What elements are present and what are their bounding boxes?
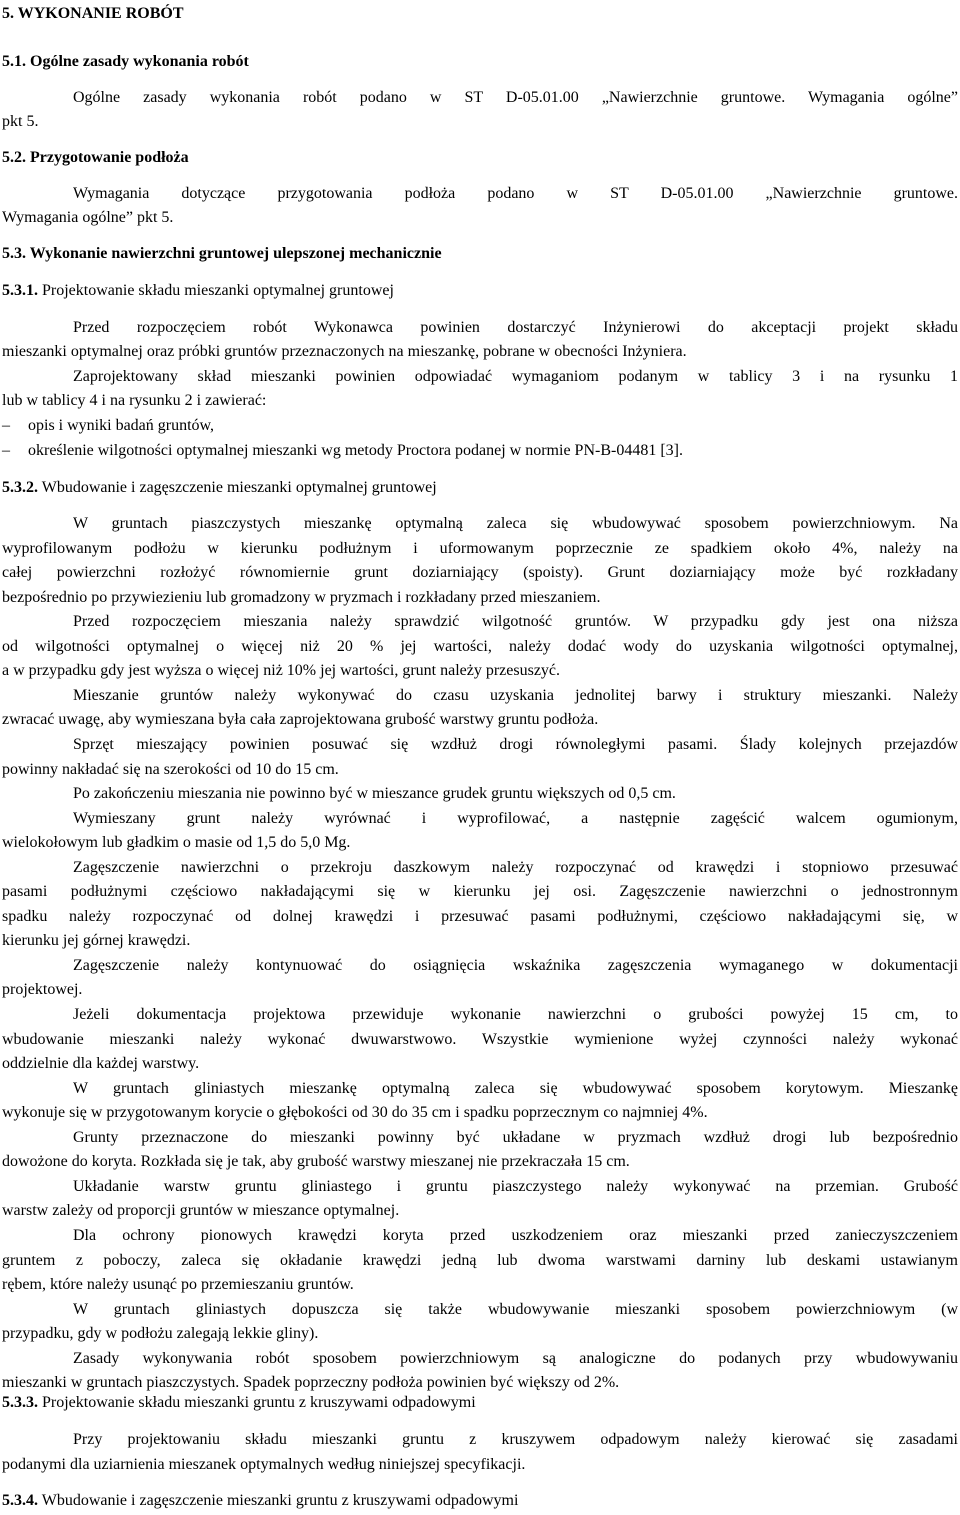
section-title-5-3-3: Projektowanie składu mieszanki gruntu z kruszywami odpadowymi [38, 1394, 476, 1411]
paragraph-5-3-2-line: gruntem z poboczy, zaleca się okładanie krawędzi jedną lub dwoma warstwami darniny lub deskami ustawianym [2, 1252, 958, 1269]
paragraph-5-3-2-line: całej powierzchni rozłożyć równomiernie grunt doziarniający (spoisty). Grunt doziarniający może być rozkładany [2, 564, 958, 581]
paragraph-5-3-2-line: oddzielnie dla każdej warstwy. [2, 1055, 200, 1072]
paragraph-5-3-1-a-line-2: mieszanki optymalnej oraz próbki gruntów przeznaczonych na mieszankę, pobrane w obecności Inżyniera. [2, 343, 687, 360]
paragraph-5-2-line-2: Wymagania ogólne” pkt 5. [2, 209, 174, 226]
paragraph-5-1-line-1: Ogólne zasady wykonania robót podano w ST D-05.01.00 „Nawierzchnie gruntowe. Wymagania ogólne” [73, 89, 958, 106]
paragraph-5-3-2-line: Sprzęt mieszający powinien posuwać się wzdłuż drogi równoległymi pasami. Ślady kolejnych przejazdów [73, 736, 958, 753]
paragraph-5-3-1-a-line-1: Przed rozpoczęciem robót Wykonawca powinien dostarczyć Inżynierowi do akceptacji projekt składu [73, 319, 958, 336]
paragraph-5-3-2-line: wyprofilowanym podłożu w kierunku podłużnym i uformowanym poprzecznie ze spadkiem około 4%, należy na [2, 540, 958, 557]
paragraph-5-3-2-line: W gruntach gliniastych dopuszcza się także wbudowywanie mieszanki sposobem powierzchniowym (w [73, 1301, 958, 1318]
paragraph-5-1-line-2: pkt 5. [2, 113, 39, 130]
section-heading-5-3-2 [2, 478, 437, 498]
paragraph-5-3-2-line: Dla ochrony pionowych krawędzi koryta przed uszkodzeniem oraz mieszanki przed zanieczyszczeniem [73, 1227, 958, 1244]
list-item-text: określenie wilgotności optymalnej mieszanki wg metody Proctora podanej w normie PN-B-04481 [3]. [28, 442, 683, 459]
paragraph-5-3-2-line: dowożone do koryta. Rozkłada się je tak, aby grubość warstwy mieszanej nie przekraczała 15 cm. [2, 1153, 630, 1170]
dash-bullet-icon: – [2, 417, 10, 434]
paragraph-5-3-2-line: Jeżeli dokumentacja projektowa przewiduje wykonanie nawierzchni o grubości powyżej 15 cm, to [73, 1006, 958, 1023]
paragraph-5-3-1-b-line-2: lub w tablicy 4 i na rysunku 2 i zawierać: [2, 392, 267, 409]
section-heading-5-3: 5.3. Wykonanie nawierzchni gruntowej ulepszonej mechanicznie [2, 245, 442, 262]
section-heading-5-3-3 [2, 1393, 476, 1413]
paragraph-5-3-2-line: od wilgotności optymalnej o więcej niż 20 % jej wartości, należy dodać wody do uzyskania wilgotności optymalnej, [2, 638, 958, 655]
section-number-5-3-1: 5.3.1. [2, 282, 38, 299]
paragraph-5-3-2-line: W gruntach gliniastych mieszankę optymalną zaleca się wbudowywać sposobem korytowym. Mieszankę [73, 1080, 958, 1097]
section-title-5-3-4: Wbudowanie i zagęszczenie mieszanki gruntu z kruszywami odpadowymi [38, 1492, 519, 1509]
paragraph-5-3-2-line: wbudowanie mieszanki należy wykonać dwuwarstwowo. Wszystkie wymienione wyżej czynności należy wykonać [2, 1031, 958, 1048]
paragraph-5-3-2-line: Mieszanie gruntów należy wykonywać do czasu uzyskania jednolitej barwy i struktury mieszanki. Należy [73, 687, 958, 704]
paragraph-5-3-2-line: Grunty przeznaczone do mieszanki powinny być układane w pryzmach wzdłuż drogi lub bezpośrednio [73, 1129, 958, 1146]
paragraph-5-3-2-line: przypadku, gdy w podłożu zalegają lekkie gliny). [2, 1325, 319, 1342]
paragraph-5-3-3-line-1: Przy projektowaniu składu mieszanki gruntu z kruszywem odpadowym należy kierować się zasadami [73, 1431, 958, 1448]
paragraph-5-3-2-line: Zagęszczenie należy kontynuować do osiągnięcia wskaźnika zagęszczenia wymaganego w dokumentacji [73, 957, 958, 974]
paragraph-5-3-2-line: mieszanki w gruntach piaszczystych. Spadek poprzeczny podłoża powinien być większy od 2%. [2, 1374, 620, 1391]
paragraph-5-3-2-line: Zasady wykonywania robót sposobem powierzchniowym są analogiczne do podanych przy wbudowywaniu [73, 1350, 958, 1367]
paragraph-5-3-2-line: pasami podłużnymi częściowo nakładającymi się w kierunku jej osi. Zagęszczenie nawierzchni o jednostronnym [2, 883, 958, 900]
paragraph-5-3-2-line: Po zakończeniu mieszania nie powinno być w mieszance grudek gruntu większych od 0,5 cm. [73, 785, 676, 802]
section-heading-5-3-1 [2, 281, 394, 301]
list-item-text: opis i wyniki badań gruntów, [28, 417, 215, 434]
paragraph-5-2-line-1: Wymagania dotyczące przygotowania podłoża podano w ST D-05.01.00 „Nawierzchnie gruntowe. [73, 185, 958, 202]
paragraph-5-3-2-line: spadku należy rozpoczynać od dolnej krawędzi i przesuwać pasami podłużnymi, częściowo nakładającymi się, w [2, 908, 958, 925]
paragraph-5-3-2-line: zwracać uwagę, aby wymieszana była cała zaprojektowana grubość warstwy gruntu podłoża. [2, 711, 599, 728]
section-title-5-3-2: Wbudowanie i zagęszczenie mieszanki optymalnej gruntowej [38, 479, 437, 496]
paragraph-5-3-2-line: warstw zależy od proporcji gruntów w mieszance optymalnej. [2, 1202, 400, 1219]
paragraph-5-3-2-line: bezpośrednio po przywiezieniu lub gromadzony w pryzmach i rozkładany przed mieszaniem. [2, 589, 601, 606]
paragraph-5-3-2-line: wykonuje się w przygotowanym korycie o głębokości od 30 do 35 cm i spadku poprzecznym co najmniej 4%. [2, 1104, 708, 1121]
section-heading-5-3-4 [2, 1491, 518, 1511]
section-number-5-3-4: 5.3.4. [2, 1492, 38, 1509]
section-title-5-3-1: Projektowanie składu mieszanki optymalnej gruntowej [38, 282, 394, 299]
paragraph-5-3-2-line: Wymieszany grunt należy wyrównać i wyprofilować, a następnie zagęścić walcem ogumionym, [73, 810, 958, 827]
paragraph-5-3-2-line: Układanie warstw gruntu gliniastego i gruntu piaszczystego należy wykonywać na przemian. Grubość [73, 1178, 958, 1195]
paragraph-5-3-2-line: kierunku jej górnej krawędzi. [2, 932, 191, 949]
paragraph-5-3-3-line-2: podanymi dla uziarnienia mieszanek optymalnych według niniejszej specyfikacji. [2, 1456, 526, 1473]
paragraph-5-3-1-b-line-1: Zaprojektowany skład mieszanki powinien odpowiadać wymaganiom podanym w tablicy 3 i na rysunku 1 [73, 368, 958, 385]
section-heading-5: 5. WYKONANIE ROBÓT [2, 5, 184, 22]
section-heading-5-2: 5.2. Przygotowanie podłoża [2, 149, 189, 166]
section-number-5-3-3: 5.3.3. [2, 1394, 38, 1411]
paragraph-5-3-2-line: powinny nakładać się na szerokości od 10 do 15 cm. [2, 761, 339, 778]
paragraph-5-3-2-line: projektowej. [2, 981, 83, 998]
paragraph-5-3-2-line: Przed rozpoczęciem mieszania należy sprawdzić wilgotność gruntów. W przypadku gdy jest ona niższa [73, 613, 958, 630]
paragraph-5-3-2-line: Zagęszczenie nawierzchni o przekroju daszkowym należy rozpoczynać od krawędzi i stopniowo przesuwać [73, 859, 958, 876]
paragraph-5-3-2-line: rębem, które należy usunąć po przemieszaniu gruntów. [2, 1276, 354, 1293]
paragraph-5-3-2-line: a w przypadku gdy jest wyższa o więcej niż 10% jej wartości, grunt należy przesuszyć. [2, 662, 561, 679]
paragraph-5-3-2-line: wielokołowym lub gładkim o masie od 1,5 do 5,0 Mg. [2, 834, 351, 851]
section-heading-5-1: 5.1. Ogólne zasady wykonania robót [2, 53, 249, 70]
section-number-5-3-2: 5.3.2. [2, 479, 38, 496]
dash-bullet-icon: – [2, 442, 10, 459]
paragraph-5-3-2-line: W gruntach piaszczystych mieszankę optymalną zaleca się wbudowywać sposobem powierzchniowym. Na [73, 515, 958, 532]
